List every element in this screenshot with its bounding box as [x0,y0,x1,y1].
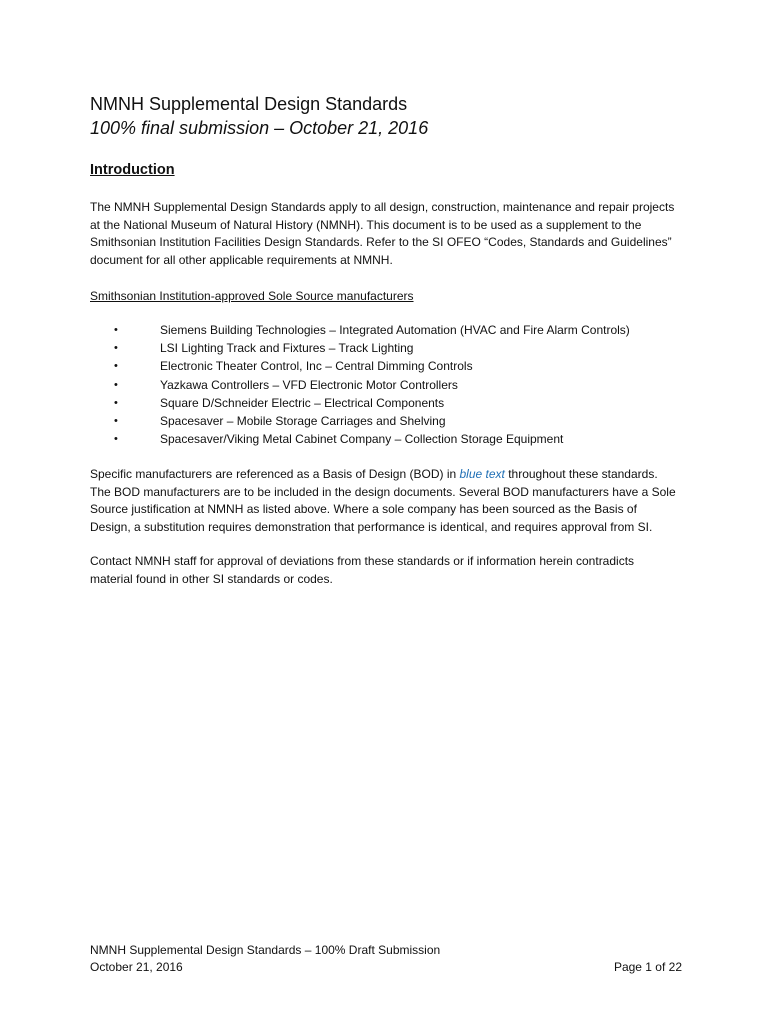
bullet-icon: • [114,378,118,391]
bullet-icon: • [114,360,118,373]
page-number: Page 1 of 22 [613,960,682,974]
list-item [114,321,680,339]
list-item [114,339,680,357]
list-item-text: Spacesaver/Viking Metal Cabinet Company – Collection Storage Equipment [160,432,564,447]
list-item-text: LSI Lighting Track and Fixtures – Track Lighting [160,341,414,356]
bullet-icon: • [114,433,118,446]
bod-paragraph [90,466,680,536]
bod-text-part2: throughout these standards. The BOD manufacturers are to be included in the design documents. Several BOD manufacturers have a Sole Source justification at NMNH as listed above. Where a sole company has been sourced as the Basis of Design, a substitution requires demonstration that performance is identical, and requires approval from SI. [90,467,676,534]
list-item [114,412,680,430]
introduction-heading: Introduction [90,162,175,178]
bullet-icon: • [114,342,118,355]
bullet-icon: • [114,324,118,336]
list-item-text: Electronic Theater Control, Inc – Central Dimming Controls [160,359,473,374]
footer-title: NMNH Supplemental Design Standards – 100% Draft Submission [90,943,441,957]
list-item-text: Square D/Schneider Electric – Electrical Components [160,395,445,410]
bullet-icon: • [114,415,118,428]
page-content [90,92,680,588]
list-item-text: Yazkawa Controllers – VFD Electronic Motor Controllers [160,377,458,392]
bullet-icon: • [114,396,118,409]
document-subtitle: 100% final submission – October 21, 2016 [90,118,429,138]
bod-text-part1: Specific manufacturers are referenced as a Basis of Design (BOD) in [90,467,460,482]
list-item [114,394,680,412]
sole-source-heading: Smithsonian Institution-approved Sole Source manufacturers [90,289,414,303]
manufacturer-list [90,321,680,448]
list-item-text: Siemens Building Technologies – Integrated Automation (HVAC and Fire Alarm Controls) [160,323,630,337]
page-footer [90,942,682,976]
list-item-text: Spacesaver – Mobile Storage Carriages and Shelving [160,414,446,429]
footer-date: October 21, 2016 [90,960,183,974]
contact-paragraph: Contact NMNH staff for approval of deviations from these standards or if information herein contradicts material found in other SI standards or codes. [90,554,635,586]
intro-paragraph: The NMNH Supplemental Design Standards apply to all design, construction, maintenance and repair projects at the National Museum of Natural History (NMNH). This document is to be used as a supplement to the Smithsonian Institution Facilities Design Standards. Refer to the SI OFEO “Codes, Standards and Guidelines” document for all other applicable requirements at NMNH. [90,200,675,267]
list-item [114,430,680,448]
blue-text-sample: blue text [459,467,505,482]
list-item [114,376,680,394]
list-item [114,357,680,375]
document-title: NMNH Supplemental Design Standards [90,94,408,114]
footer-row [90,959,682,976]
